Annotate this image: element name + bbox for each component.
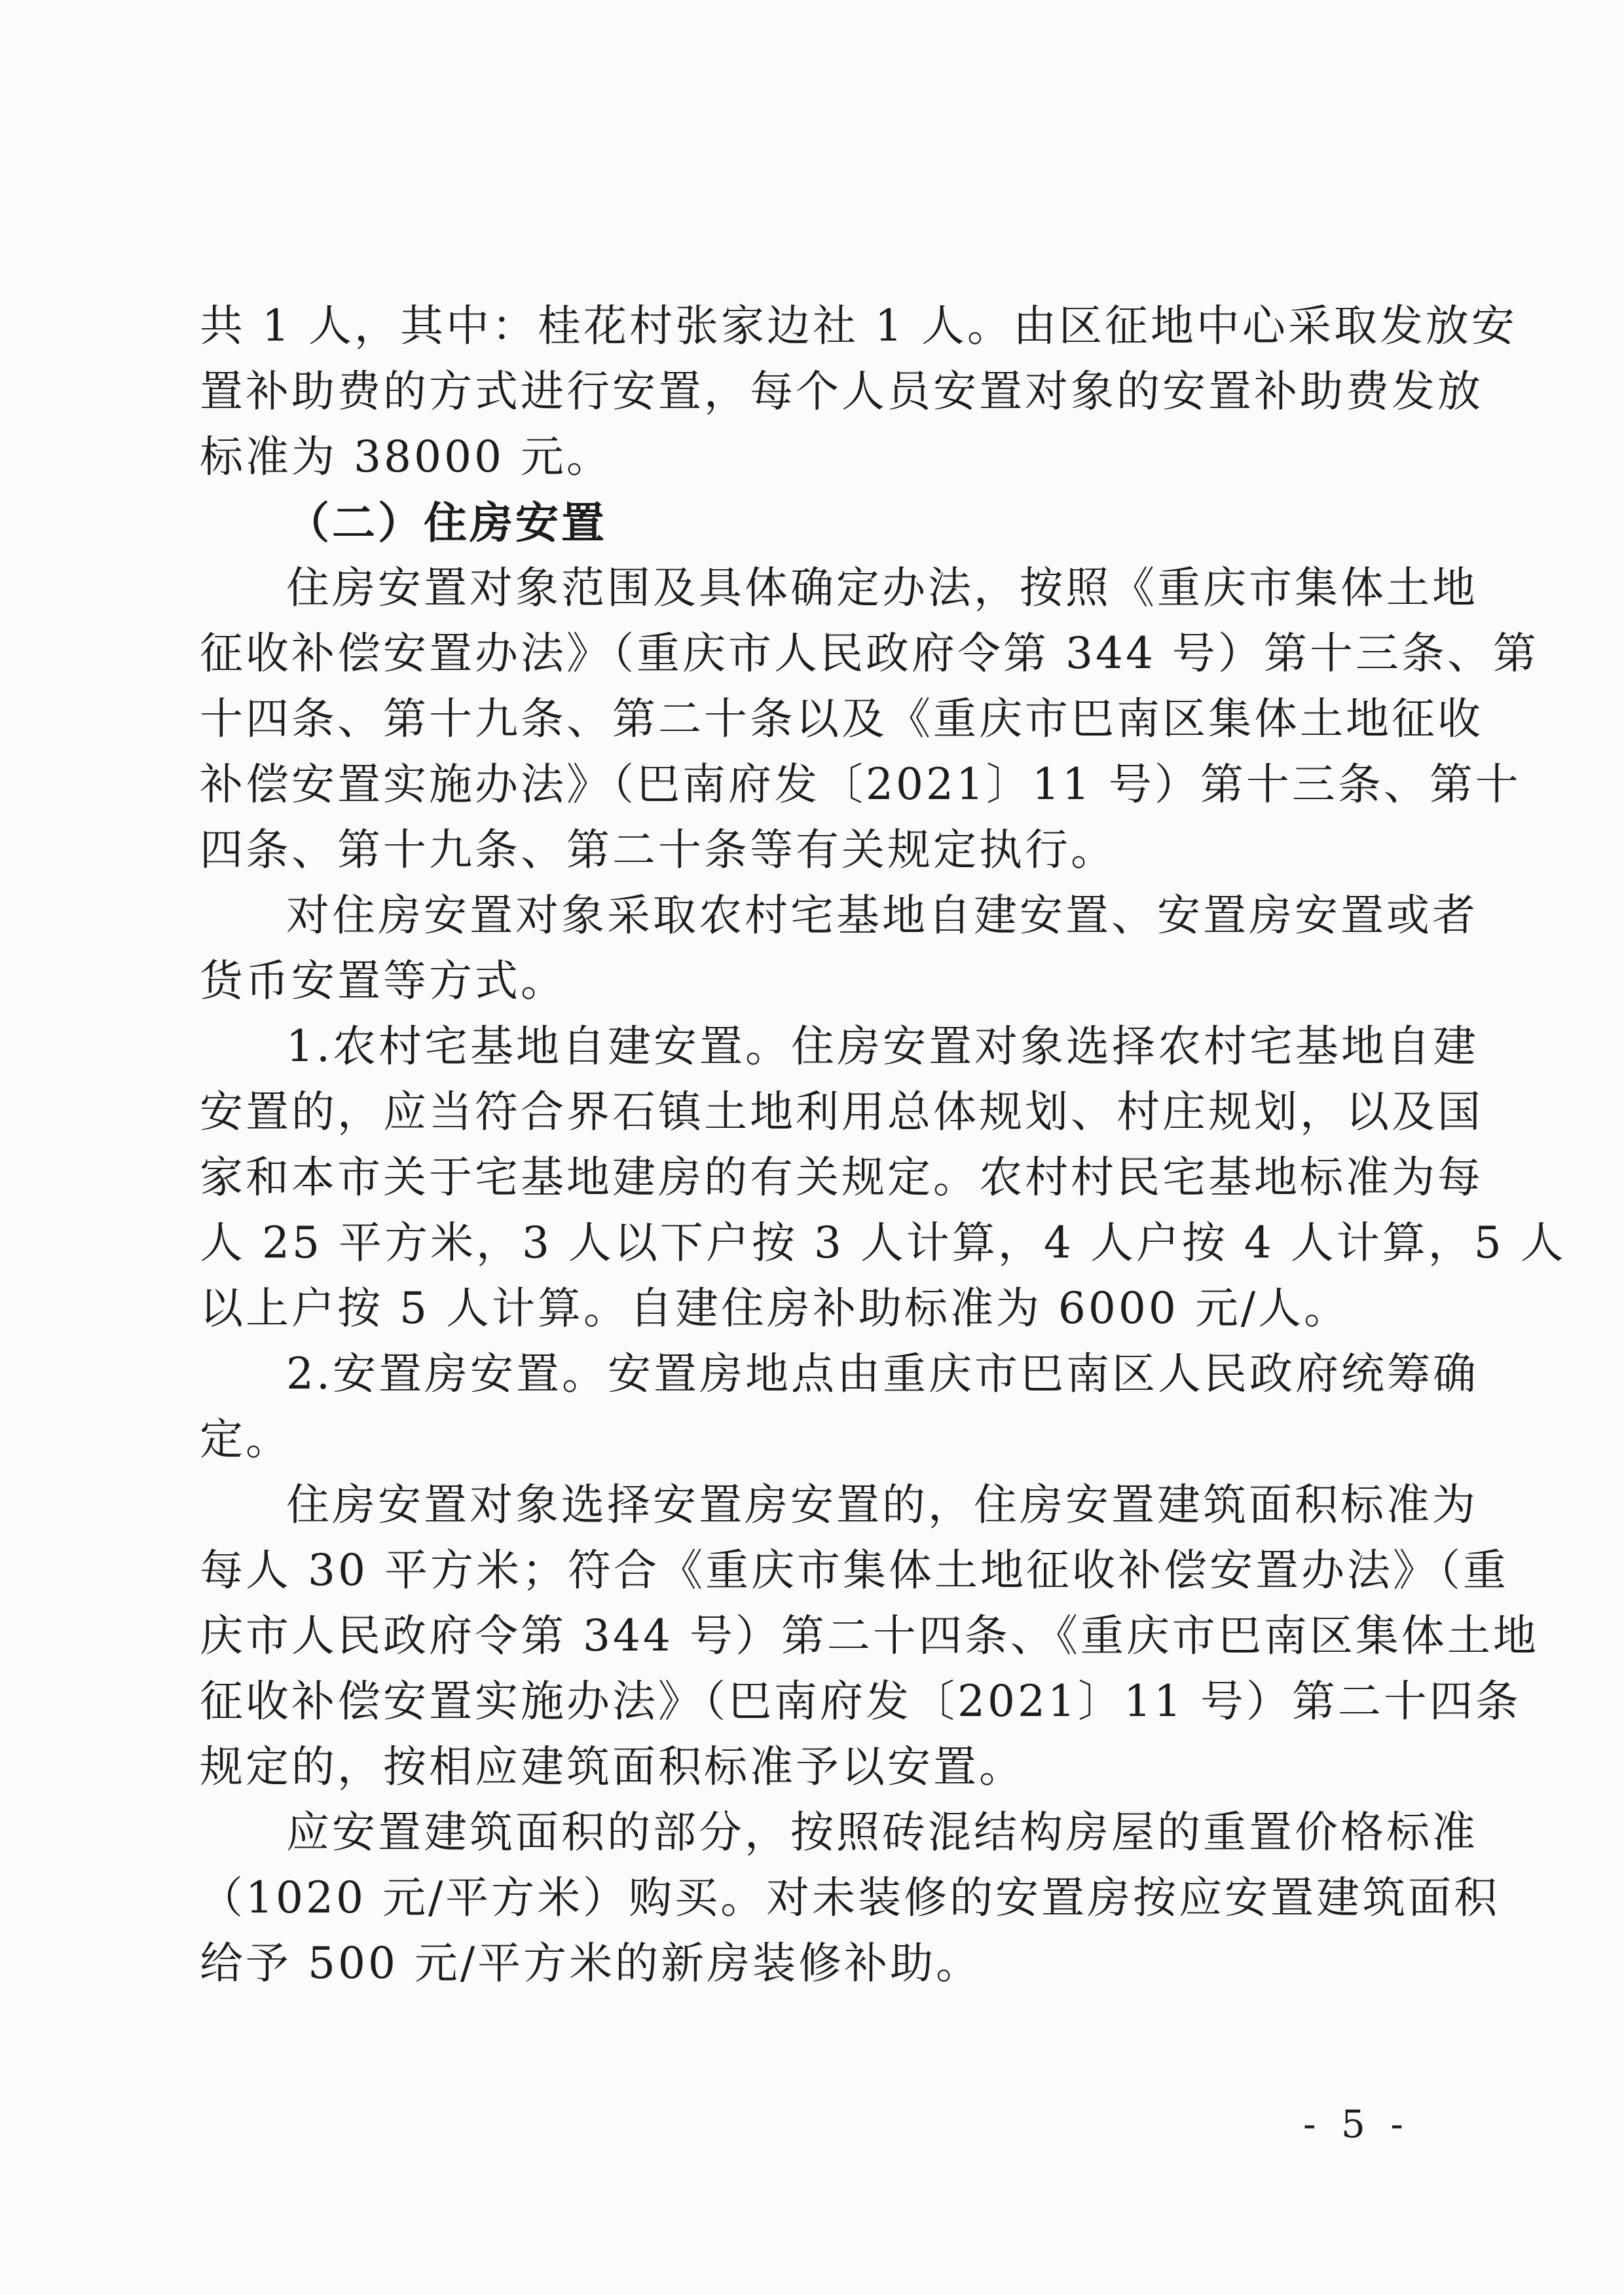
text-line: 每人 30 平方米；符合《重庆市集体土地征收补偿安置办法》（重 [200, 1545, 1509, 1595]
text-line: 1.农村宅基地自建安置。住房安置对象选择农村宅基地自建 [286, 1021, 1479, 1072]
text-line: 以上户按 5 人计算。自建住房补助标准为 6000 元/人。 [200, 1283, 1350, 1334]
text-line: 2.安置房安置。安置房地点由重庆市巴南区人民政府统筹确 [286, 1349, 1479, 1399]
text-line: 四条、第十九条、第二十条等有关规定执行。 [200, 825, 1116, 875]
text-line: 应安置建筑面积的部分，按照砖混结构房屋的重置价格标准 [286, 1807, 1478, 1857]
text-line: 庆市人民政府令第 344 号）第二十四条、《重庆市巴南区集体土地 [200, 1611, 1539, 1661]
section-heading: （二）住房安置 [286, 497, 607, 548]
text-line: 征收补偿安置办法》（重庆市人民政府令第 344 号）第十三条、第 [200, 628, 1539, 679]
text-line: 货币安置等方式。 [200, 956, 566, 1006]
text-line: 住房安置对象范围及具体确定办法，按照《重庆市集体土地 [286, 563, 1478, 613]
text-line: 规定的，按相应建筑面积标准予以安置。 [200, 1742, 1025, 1792]
text-line: 补偿安置实施办法》（巴南府发〔2021〕11 号）第十三条、第十 [200, 759, 1521, 810]
text-line: 住房安置对象选择安置房安置的，住房安置建筑面积标准为 [286, 1480, 1478, 1530]
page-number: - 5 - [1303, 2102, 1410, 2146]
text-line: （1020 元/平方米）购买。对未装修的安置房按应安置建筑面积 [200, 1873, 1500, 1923]
text-line: 对住房安置对象采取农村宅基地自建安置、安置房安置或者 [286, 890, 1478, 941]
text-line: 置补助费的方式进行安置，每个人员安置对象的安置补助费发放 [200, 366, 1483, 417]
text-line: 十四条、第十九条、第二十条以及《重庆市巴南区集体土地征收 [200, 694, 1483, 744]
text-line: 标准为 38000 元。 [200, 432, 612, 482]
text-line: 共 1 人，其中：桂花村张家边社 1 人。由区征地中心采取发放安 [200, 301, 1517, 351]
document-body [200, 293, 1566, 1996]
text-line: 安置的，应当符合界石镇土地利用总体规划、村庄规划，以及国 [200, 1087, 1483, 1137]
text-line: 人 25 平方米，3 人以下户按 3 人计算，4 人户按 4 人计算，5 人 [200, 1218, 1566, 1268]
text-line: 家和本市关于宅基地建房的有关规定。农村村民宅基地标准为每 [200, 1152, 1483, 1203]
text-line: 给予 500 元/平方米的新房装修补助。 [200, 1938, 982, 1988]
text-line: 定。 [200, 1414, 291, 1465]
text-line: 征收补偿安置实施办法》（巴南府发〔2021〕11 号）第二十四条 [200, 1676, 1521, 1726]
